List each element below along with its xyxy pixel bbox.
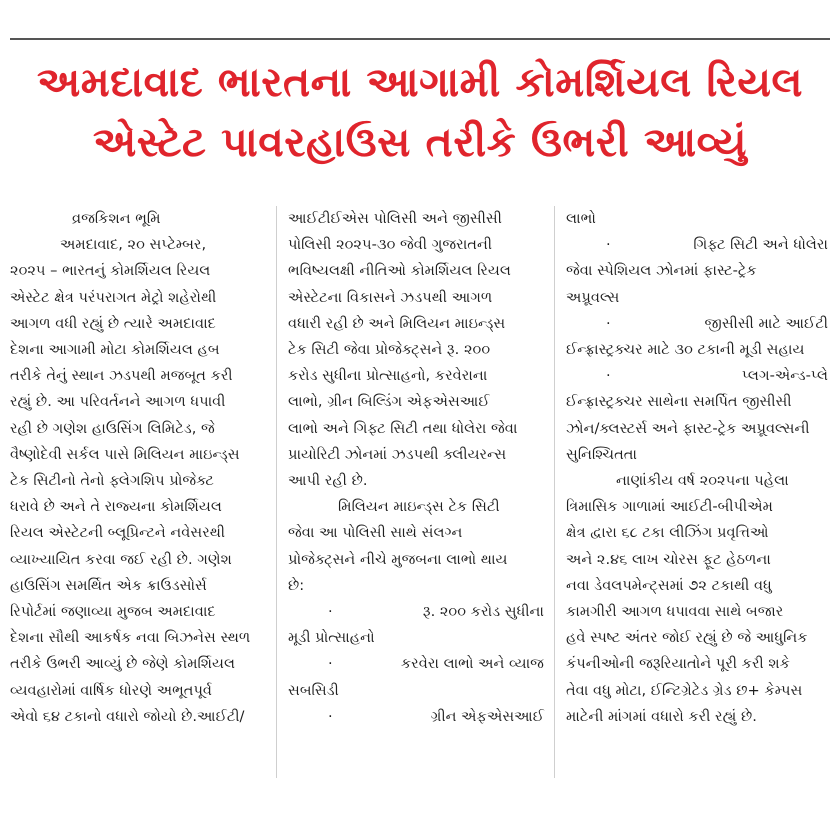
text-line: ઈન્ફ્રાસ્ટ્રક્ચર માટે ૩૦ ટકાની મૂડી સહાય <box>566 341 805 359</box>
column-divider <box>276 206 277 778</box>
bullet-text: ગ્રીન એફએસઆઈ <box>430 707 544 725</box>
text-line: ટેક સિટી જેવા પ્રોજેક્ટ્સને રૂ. ૨૦૦ <box>288 341 491 359</box>
bullet-marker: · <box>606 236 611 254</box>
text-line: આપી રહી છે. <box>288 472 368 490</box>
article-column-2 <box>288 206 544 730</box>
text-line: ઈન્ફ્રાસ્ટ્રક્ચર સાથેના સમર્પિત જીસીસી <box>566 393 792 411</box>
text-line: નવા ડેવલપમેન્ટ્સમાં ૭૨ ટકાથી વધુ <box>566 576 772 594</box>
text-line: મિલિયન માઇન્ડ્સ ટેક સિટી <box>338 498 500 516</box>
text-line: ક્ષેત્ર દ્વારા ૬૮ ટકા લીઝિંગ પ્રવૃત્તિઓ <box>566 524 769 542</box>
text-line: કામગીરી આગળ ધપાવવા સાથે બજાર <box>566 603 784 621</box>
text-line: ત્રિમાસિક ગાળામાં આઈટી-બીપીએમ <box>566 498 773 516</box>
text-line: પ્રોજેક્ટ્સને નીચે મુજબના લાભો થાય <box>288 550 508 568</box>
text-line: અપ્રૂવલ્સ <box>566 288 620 306</box>
text-line: ભવિષ્યલક્ષી નીતિઓ કોમર્શિયલ રિયલ <box>288 262 511 280</box>
text-line: કરોડ સુધીના પ્રોત્સાહનો, કરવેરાના <box>288 367 488 385</box>
text-line: તરીકે તેનું સ્થાન ઝડપથી મજબૂત કરી <box>10 367 233 385</box>
byline: વ્રજકિશન ભૂમિ <box>72 210 161 227</box>
bullet-item <box>288 651 544 677</box>
bullet-item <box>288 599 544 625</box>
text-line: ધરાવે છે અને તે રાજ્યના કોમર્શિયલ <box>10 498 222 516</box>
text-line: એસ્ટેટના વિકાસને ઝડપથી આગળ <box>288 288 493 306</box>
bullet-item <box>288 704 544 730</box>
text-line: અમદાવાદ, ૨૦ સપ્ટેમ્બર, <box>60 236 207 254</box>
headline <box>10 52 830 172</box>
text-line: તરીકે ઉભરી આવ્યું છે જેણે કોમર્શિયલ <box>10 655 236 673</box>
text-line: છે: <box>288 576 305 594</box>
bullet-marker: · <box>328 655 333 673</box>
bullet-item <box>566 232 828 258</box>
text-line: સુનિશ્ચિતતા <box>566 445 637 463</box>
bullet-marker: · <box>606 367 611 385</box>
text-line: સબસિડી <box>288 681 339 699</box>
text-line: ટેક સિટીનો તેનો ફ્લેગશિપ પ્રોજેક્ટ <box>10 472 214 490</box>
text-line: આઈટીઈએસ પોલિસી અને જીસીસી <box>288 210 502 227</box>
text-line: રિપોર્ટમાં જણાવ્યા મુજબ અમદાવાદ <box>10 603 216 621</box>
text-line: વ્યાખ્યાયિત કરવા જઈ રહી છે. ગણેશ <box>10 550 232 568</box>
bullet-text: કરવેરા લાભો અને વ્યાજ <box>400 655 544 673</box>
text-line: ૨૦૨૫ – ભારતનું કોમર્શિયલ રિયલ <box>10 262 211 280</box>
bullet-text: જીસીસી માટે આઈટી <box>704 314 828 332</box>
text-line: પોલિસી ૨૦૨૫-૩૦ જેવી ગુજરાતની <box>288 236 493 254</box>
text-line: કંપનીઓની જરૂરિયાતોને પૂરી કરી શકે <box>566 655 790 673</box>
bullet-marker: · <box>606 314 611 332</box>
bullet-text: પ્લગ-એન્ડ-પ્લે <box>741 367 828 385</box>
text-line: લાભો અને ગિફ્ટ સિટી તથા ધોલેરા જેવા <box>288 419 518 437</box>
text-line: લાભો <box>566 210 596 227</box>
text-line: માટેની માંગમાં વધારો કરી રહ્યું છે. <box>566 707 757 725</box>
text-line: જેવા આ પોલિસી સાથે સંલગ્ન <box>288 524 463 542</box>
text-line: રહ્યું છે. આ પરિવર્તનને આગળ ધપાવી <box>10 393 226 411</box>
text-line: મૂડી પ્રોત્સાહનો <box>288 629 375 647</box>
headline-line-1: અમદાવાદ ભારતના આગામી કોમર્શિયલ રિયલ <box>36 58 803 106</box>
text-line: રિયલ એસ્ટેટની બ્લૂપ્રિન્ટને નવેસરથી <box>10 524 226 542</box>
text-line: વધારી રહી છે અને મિલિયન માઇન્ડ્સ <box>288 314 506 332</box>
bullet-item <box>566 363 828 389</box>
text-line: એસ્ટેટ ક્ષેત્ર પરંપરાગત મેટ્રો શહેરોથી <box>10 288 217 306</box>
text-line: રહી છે ગણેશ હાઉસિંગ લિમિટેડ, જે <box>10 419 215 437</box>
text-line: તેવા વધુ મોટા, ઈન્ટિગ્રેટેડ ગ્રેડ છ+ કેમ્પસ <box>566 681 803 699</box>
bullet-text: રૂ. ૨૦૦ કરોડ સુધીના <box>422 603 544 621</box>
text-line: વ્યવહારોમાં વાર્ષિક ધોરણે અભૂતપૂર્વ <box>10 681 213 699</box>
text-line: વૈષ્ણોદેવી સર્કલ પાસે મિલિયન માઇન્ડ્સ <box>10 445 240 463</box>
bullet-marker: · <box>328 603 333 621</box>
bullet-marker: · <box>328 707 333 725</box>
text-line: લાભો, ગ્રીન બિલ્ડિંગ એફએસઆઈ <box>288 393 490 411</box>
text-line: દેશના આગામી મોટા કોમર્શિયલ હબ <box>10 341 220 359</box>
text-line: હવે સ્પષ્ટ અંતર જોઈ રહ્યું છે જે આધુનિક <box>566 629 808 647</box>
text-line: અને ૨.૪૬ લાખ ચોરસ ફૂટ હેઠળના <box>566 550 771 568</box>
text-line: દેશના સૌથી આકર્ષક નવા બિઝનેસ સ્થળ <box>10 629 251 647</box>
text-line: જેવા સ્પેશિયલ ઝોનમાં ફાસ્ટ-ટ્રેક <box>566 262 757 280</box>
bullet-text: ગિફ્ટ સિટી અને ધોલેરા <box>693 236 828 254</box>
text-line: પ્રાયોરિટી ઝોનમાં ઝડપથી ક્લીયરન્સ <box>288 445 507 463</box>
bullet-item <box>566 311 828 337</box>
column-divider <box>554 206 555 778</box>
text-line: ઝોન/ક્લસ્ટર્સ અને ફાસ્ટ-ટ્રેક અપ્રૂવલ્સની <box>566 419 810 437</box>
top-rule <box>10 38 830 40</box>
text-line: નાણાંકીય વર્ષ ૨૦૨૫ના પહેલા <box>616 472 789 490</box>
text-line: હાઉસિંગ સમર્થિત એક ક્રાઉડસોર્સ <box>10 576 207 594</box>
article-column-1 <box>10 206 268 730</box>
text-line: આગળ વધી રહ્યું છે ત્યારે અમદાવાદ <box>10 314 216 332</box>
headline-line-2: એસ્ટેટ પાવરહાઉસ તરીકે ઉભરી આવ્યું <box>93 118 747 166</box>
text-line: એવો ૬૪ ટકાનો વધારો જોયો છે.આઈટી/ <box>10 707 245 725</box>
article-column-3 <box>566 206 828 730</box>
